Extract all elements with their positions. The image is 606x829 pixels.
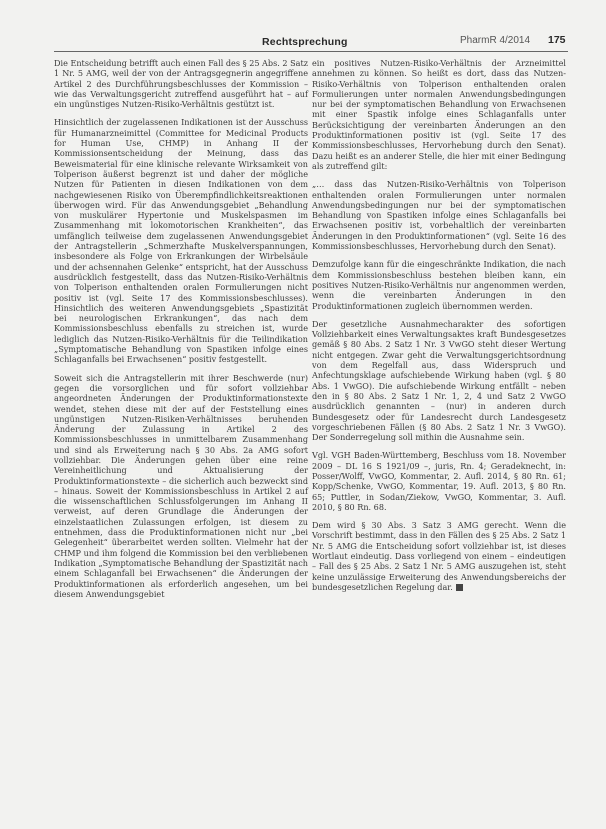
right-column: [312, 58, 566, 592]
section-heading: Rechtsprechung: [262, 36, 348, 48]
right-paragraph-6-wrapper: [312, 520, 566, 592]
right-paragraph-3: Demzufolge kann für die eingeschränkte Indikation, die nach dem Kommissionsbeschluss bestehen bleiben kann, ein positives Nutzen-Risiko-Verhältnis nur angenommen werden, wenn die vereinbarten Änderungen in den Produktinformationen zugleich übernommen werden.: [312, 259, 566, 311]
left-paragraph-2: Hinsichtlich der zugelassenen Indikationen ist der Ausschuss für Humanarzneimittel (Committee for Medicinal Products for Human Use, CHMP) in Anhang II der Kommissionsentscheidung der Meinung, dass das Beweismaterial für eine klinische relevante Wirksamkeit von Tolperison äußerst begrenzt ist und daher der mögliche Nutzen für Patienten in diesen Indikationen von dem nachgewiesenen Risiko von Überempfindlichkeitsreaktionen überwogen wird. Für das Anwendungsgebiet „Behandlung von muskulärer Hypertonie und Muskelspasmen im Zusammenhang mit lokomotorischen Krankheiten“, das umfänglich teilweise dem zugelassenen Anwendungsgebiet der Antragstellerin „Schmerzhafte Muskelverspannungen, insbesondere als Folge von Erkrankungen der Wirbelsäule und der achsennahen Gelenke“ entspricht, hat der Ausschuss ausdrücklich festgestellt, dass das Nutzen-Risiko-Verhältnis von Tolperison enthaltenden oralen Formulierungen nicht positiv ist (vgl. Seite 17 des Kommissionsbeschlusses). Hinsichtlich des weiteren Anwendungsgebiets „Spastizität bei neurologischen Erkrankungen“, das nach dem Kommissionsbeschluss ebenfalls zu streichen ist, wurde lediglich das Nutzen-Risiko-Verhältnis für die Teilindikation „Symptomatische Behandlung von Spastiken infolge eines Schlaganfalls bei Erwachsenen“ positiv festgestellt.: [54, 117, 308, 365]
journal-name: PharmR 4/2014: [460, 35, 531, 46]
right-paragraph-6: Dem wird § 30 Abs. 3 Satz 3 AMG gerecht. Wenn die Vorschrift bestimmt, dass in den Fällen des § 25 Abs. 2 Satz 1 Nr. 5 AMG die Entscheidung sofort vollziehbar ist, ist dieses Wortlaut eindeutig. Dass vorliegend von einem – eindeutigen – Fall des § 25 Abs. 2 Satz 1 Nr. 5 AMG auszugehen ist, steht keine unzulässige Erweiterung des Anwendungsbereichs der bundesgesetzlichen Regelung dar.: [312, 520, 566, 592]
page-number: 175: [548, 34, 566, 46]
right-paragraph-2: „… dass das Nutzen-Risiko-Verhältnis von Tolperison enthaltenden oralen Formulierungen unter normalen Anwendungsbedingungen nur bei der symptomatischen Behandlung von Spastiken infolge eines Schlaganfalls bei Erwachsenen positiv ist, vorbehaltlich der vereinbarten Änderungen in den Produktinformationen“ (vgl. Seite 16 des Kommissionsbeschlusses, Hervorhebung durch den Senat).: [312, 179, 566, 252]
header-rule: [54, 51, 568, 52]
right-paragraph-4: Der gesetzliche Ausnahmecharakter des sofortigen Vollziehbarkeit eines Verwaltungsaktes kraft Bundesgesetzes gemäß § 80 Abs. 2 Satz 1 Nr. 3 VwGO steht dieser Wertung nicht entgegen. Zwar geht die Verwaltungsgerichtsordnung von dem Regelfall aus, dass Widerspruch und Anfechtungsklage aufschiebende Wirkung haben (vgl. § 80 Abs. 1 VwGO). Die aufschiebende Wirkung entfällt – neben den in § 80 Abs. 2 Satz 1 Nr. 1, 2, 4 und Satz 2 VwGO ausdrücklich genannten – (nur) in anderen durch Bundesgesetz oder für Landesrecht durch Landesgesetz vorgeschriebenen Fällen (§ 80 Abs. 2 Satz 1 Nr. 3 VwGO). Der Sonderregelung soll mithin die Ausnahme sein.: [312, 318, 566, 443]
left-column: [54, 58, 308, 599]
right-paragraph-5: Vgl. VGH Baden-Württemberg, Beschluss vom 18. November 2009 – DL 16 S 1921/09 –, juris, Rn. 4; Geradeknecht, in: Posser/Wolff, VwGO, Kommentar, 2. Aufl. 2014, § 80 Rn. 61; Kopp/Schenke, VwGO, Kommentar, 19. Aufl. 2013, § 80 Rn. 65; Puttler, in Sodan/Ziekow, VwGO, Kommentar, 3. Aufl. 2010, § 80 Rn. 68.: [312, 450, 566, 512]
right-paragraph-1: ein positives Nutzen-Risiko-Verhältnis der Arzneimittel annehmen zu können. So heißt es dort, dass das Nutzen-Risiko-Verhältnis von Tolperison enthaltenden oralen Formulierungen unter normalen Anwendungsbedingungen nur bei der symptomatischen Behandlung von Erwachsenen mit einer Spastik infolge eines Schlaganfalls unter Berücksichtigung der vereinbarten Änderungen an den Produktinformationen positiv ist (vgl. Seite 17 des Kommissionsbeschlusses, Hervorhebung durch den Senat). Dazu heißt es an anderer Stelle, die hier mit einer Bedingung als zutreffend gilt:: [312, 58, 566, 171]
end-of-article-mark: [456, 584, 463, 591]
left-paragraph-1: Die Entscheidung betrifft auch einen Fall des § 25 Abs. 2 Satz 1 Nr. 5 AMG, weil der von der Antragsgegnerin angegriffene Artikel 2 des Durchführungsbeschlusses der Kommission – wie das Verwaltungsgericht zutreffend ausgeführt hat – auf ein ungünstiges Nutzen-Risiko-Verhältnis gestützt ist.: [54, 58, 308, 110]
left-paragraph-3: Soweit sich die Antragstellerin mit ihrer Beschwerde (nur) gegen die vorsorglichen und für sofort vollziehbar angeordneten Änderungen der Produktinformationstexte wendet, stehen diese mit der auf der Feststellung eines ungünstigen Nutzen-Risiken-Verhältnisses beruhenden Änderung der Zulassung in Artikel 2 des Kommissionsbeschlusses in unmittelbarem Zusammenhang und sind als Erweiterung nach § 30 Abs. 2a AMG sofort vollziehbar. Die Änderungen gehen über eine reine Vereinheitlichung und Aktualisierung der Produktinformationstexte – die sicherlich auch bezweckt sind – hinaus. Soweit der Kommissionsbeschluss in Artikel 2 auf die wissenschaftlichen Schlussfolgerungen im Anhang II verweist, auf deren Grundlage die Änderungen der einzelstaatlichen Zulassungen erfolgen, ist diesem zu entnehmen, dass die Produktinformationen nicht nur „bei Gelegenheit“ überarbeitet werden sollten. Vielmehr hat der CHMP und ihm folgend die Kommission bei den verbliebenen Indikation „Symptomatische Behandlung der Spastizität nach einem Schlaganfall bei Erwachsenen“ die Änderungen der Produktinformationen als erforderlich angesehen, um bei diesem Anwendungsgebiet: [54, 372, 308, 599]
